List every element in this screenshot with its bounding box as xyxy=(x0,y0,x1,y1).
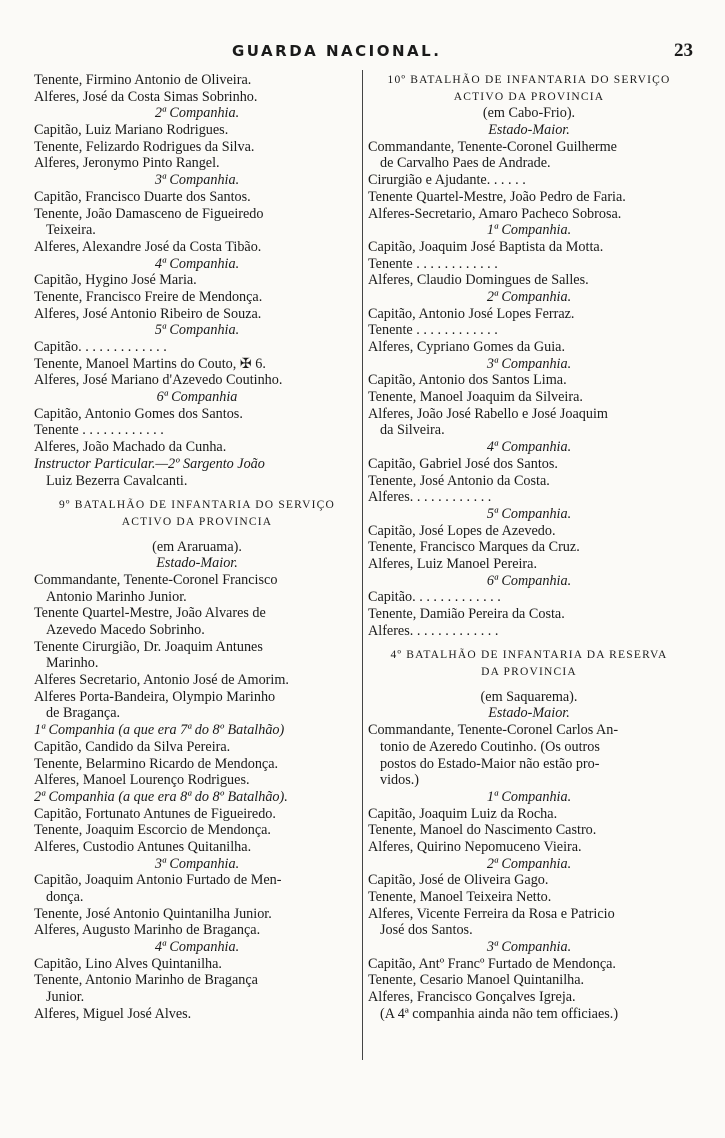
text-line: Capitão. . . . . . . . . . . . . xyxy=(368,589,501,606)
subsection-heading: 3ª Companhia. xyxy=(486,939,572,956)
text-line: Alferes, Custodio Antunes Quitanilha. xyxy=(34,838,252,855)
right-column xyxy=(368,72,690,1023)
text-line: Alferes, Alexandre José da Costa Tibão. xyxy=(34,238,262,255)
text-line: Tenente, José Antonio Quintanilha Junior. xyxy=(34,905,272,922)
text-line: Tenente, Damião Pereira da Costa. xyxy=(368,606,565,622)
subsection-heading: 1ª Companhia. xyxy=(486,222,572,239)
section-heading: DA PROVINCIA xyxy=(481,666,577,679)
text-line: de Bragança. xyxy=(46,705,121,722)
text-line: Capitão, José de Oliveira Gago. xyxy=(368,872,549,889)
text-line: Azevedo Macedo Sobrinho. xyxy=(46,622,205,638)
text-line: Capitão, Fortunato Antunes de Figueiredo. xyxy=(34,805,276,822)
text-line: Alferes, Vicente Ferreira da Rosa e Patricio xyxy=(368,905,615,922)
text-line: donça. xyxy=(46,889,84,905)
text-line: Tenente, Manoel Teixeira Netto. xyxy=(368,889,552,905)
text-line: José dos Santos. xyxy=(380,922,473,939)
text-line: 1ª Companhia (a que era 7ª do 8º Batalhão) xyxy=(34,722,285,739)
text-line: Alferes, João José Rabello e José Joaquim xyxy=(368,405,608,422)
spacer xyxy=(368,639,690,647)
subsection-heading: 3ª Companhia. xyxy=(486,355,572,372)
subsection-heading: 3ª Companhia. xyxy=(154,172,240,189)
text-line: Capitão, Antº Francº Furtado de Mendonça. xyxy=(368,955,616,972)
text-line: Luiz Bezerra Cavalcanti. xyxy=(46,472,188,489)
text-line: Capitão, Lino Alves Quintanilha. xyxy=(34,955,222,972)
location-line: (em Cabo-Frio). xyxy=(482,105,576,122)
text-line: Capitão, Joaquim José Baptista da Motta. xyxy=(368,238,604,255)
text-line: Capitão, José Lopes de Azevedo. xyxy=(368,522,556,539)
subsection-heading: 2ª Companhia. xyxy=(154,105,240,122)
subsection-heading: 2ª Companhia. xyxy=(486,855,572,872)
text-line: (A 4ª companhia ainda não tem officiaes.) xyxy=(380,1005,619,1022)
subsection-heading: 4ª Companhia. xyxy=(154,939,240,956)
text-line: Alferes, Miguel José Alves. xyxy=(34,1005,192,1022)
text-line: Tenente Quartel-Mestre, João Pedro de Faria. xyxy=(368,188,626,205)
subsection-heading: 4ª Companhia. xyxy=(154,255,240,272)
text-line: Capitão, Antonio José Lopes Ferraz. xyxy=(368,305,575,322)
column-divider xyxy=(362,70,363,1060)
text-line: Tenente, Cesario Manoel Quintanilha. xyxy=(368,972,585,989)
text-line: Junior. xyxy=(46,989,85,1006)
text-line: Alferes Porta-Bandeira, Olympio Marinho xyxy=(34,688,276,705)
text-line: Tenente, Manoel Martins do Couto, ✠ 6. xyxy=(34,355,266,372)
page-header xyxy=(0,40,725,66)
text-line: de Carvalho Paes de Andrade. xyxy=(380,155,551,172)
subsection-heading: 5ª Companhia. xyxy=(154,322,240,339)
spacer xyxy=(34,531,360,539)
text-line: Alferes, Jeronymo Pinto Rangel. xyxy=(34,155,220,172)
spacer xyxy=(368,681,690,689)
text-line: Tenente, Antonio Marinho de Bragança xyxy=(34,972,258,989)
text-line: Tenente, Belarmino Ricardo de Mendonça. xyxy=(34,755,279,772)
text-line: Tenente, José Antonio da Costa. xyxy=(368,472,550,489)
text-line: Alferes, Luiz Manoel Pereira. xyxy=(368,555,537,572)
subsection-heading: Estado-Maior. xyxy=(488,705,570,722)
subsection-heading: 6ª Companhia. xyxy=(486,572,572,589)
subsection-heading: 5ª Companhia. xyxy=(486,505,572,522)
text-line: Commandante, Tenente-Coronel Francisco xyxy=(34,571,278,588)
text-line: Tenente, Francisco Freire de Mendonça. xyxy=(34,288,263,305)
page-number: 23 xyxy=(674,40,693,61)
text-line: Capitão. . . . . . . . . . . . . xyxy=(34,339,167,355)
text-line: Instructor Particular.—2º Sargento João xyxy=(34,455,265,472)
text-line: Tenente, Joaquim Escorcio de Mendonça. xyxy=(34,822,271,839)
text-line: Alferes, Claudio Domingues de Salles. xyxy=(368,272,589,289)
subsection-heading: 6ª Companhia xyxy=(156,389,238,406)
text-line: Tenente, Manoel do Nascimento Castro. xyxy=(368,822,597,839)
text-line: Capitão, Gabriel José dos Santos. xyxy=(368,455,558,472)
text-line: Capitão, Candido da Silva Pereira. xyxy=(34,738,231,755)
text-line: Alferes, Quirino Nepomuceno Vieira. xyxy=(368,838,582,855)
text-line: Commandante, Tenente-Coronel Guilherme xyxy=(368,138,617,155)
text-line: Commandante, Tenente-Coronel Carlos An- xyxy=(368,722,619,739)
text-line: Alferes, Francisco Gonçalves Igreja. xyxy=(368,989,576,1006)
text-line: Antonio Marinho Junior. xyxy=(46,588,187,605)
section-heading: ACTIVO DA PROVINCIA xyxy=(121,515,273,528)
text-line: Capitão, Joaquim Luiz da Rocha. xyxy=(368,805,558,822)
text-line: Alferes, José Antonio Ribeiro de Souza. xyxy=(34,305,262,322)
text-line: Tenente . . . . . . . . . . . . xyxy=(34,422,164,439)
text-line: Capitão, Antonio Gomes dos Santos. xyxy=(34,405,243,422)
subsection-heading: 2ª Companhia. xyxy=(486,288,572,305)
text-line: Alferes. . . . . . . . . . . . xyxy=(368,489,492,506)
text-line: Capitão, Antonio dos Santos Lima. xyxy=(368,372,567,389)
subsection-heading: 1ª Companhia. xyxy=(486,788,572,805)
text-line: Tenente, João Damasceno de Figueiredo xyxy=(34,205,264,222)
text-line: Capitão, Hygino José Maria. xyxy=(34,272,197,289)
section-heading: 9º BATALHÃO DE INFANTARIA DO SERVIÇO xyxy=(58,499,336,512)
text-line: vidos.) xyxy=(380,772,420,789)
text-line: Alferes-Secretario, Amaro Pacheco Sobrosa. xyxy=(368,205,622,222)
section-heading: ACTIVO DA PROVINCIA xyxy=(453,90,605,103)
text-line: 2ª Companhia (a que era 8ª do 8º Batalhão). xyxy=(34,788,288,805)
text-line: Alferes, João Machado da Cunha. xyxy=(34,439,227,456)
section-heading: 4º BATALHÃO DE INFANTARIA DA RESERVA xyxy=(390,649,668,662)
text-line: Cirurgião e Ajudante. . . . . . xyxy=(368,172,526,189)
text-line: Tenente Cirurgião, Dr. Joaquim Antunes xyxy=(34,638,263,655)
text-line: da Silveira. xyxy=(380,422,445,439)
text-line: Tenente, Francisco Marques da Cruz. xyxy=(368,539,580,556)
section-heading: 10º BATALHÃO DE INFANTARIA DO SERVIÇO xyxy=(387,74,671,86)
text-line: Tenente . . . . . . . . . . . . xyxy=(368,322,498,339)
subsection-heading: Estado-Maior. xyxy=(488,122,570,139)
subsection-heading: 4ª Companhia. xyxy=(486,439,572,456)
text-line: Marinho. xyxy=(46,655,99,672)
text-line: Alferes, Manoel Lourenço Rodrigues. xyxy=(34,772,250,789)
left-column xyxy=(34,72,360,1023)
text-line: Tenente Quartel-Mestre, João Alvares de xyxy=(34,605,266,622)
location-line: (em Saquarema). xyxy=(480,688,578,705)
text-line: Alferes, Augusto Marinho de Bragança. xyxy=(34,922,261,939)
text-line: Capitão, Francisco Duarte dos Santos. xyxy=(34,188,251,205)
subsection-heading: 3ª Companhia. xyxy=(154,855,240,872)
text-line: Capitão, Luiz Mariano Rodrigues. xyxy=(34,122,229,139)
text-line: Alferes Secretario, Antonio José de Amorim. xyxy=(34,672,289,689)
spacer xyxy=(34,489,360,497)
text-line: Alferes. . . . . . . . . . . . . xyxy=(368,622,499,639)
text-line: postos do Estado-Maior não estão pro- xyxy=(380,755,600,772)
text-line: Alferes, José Mariano d'Azevedo Coutinho. xyxy=(34,372,283,389)
text-line: Tenente . . . . . . . . . . . . xyxy=(368,255,498,272)
text-line: tonio de Azeredo Coutinho. (Os outros xyxy=(380,738,600,755)
text-line: Tenente, Felizardo Rodrigues da Silva. xyxy=(34,138,255,155)
text-line: Alferes, José da Costa Simas Sobrinho. xyxy=(34,88,258,105)
location-line: (em Araruama). xyxy=(152,538,242,555)
subsection-heading: Estado-Maior. xyxy=(156,555,238,572)
text-line: Tenente, Manoel Joaquim da Silveira. xyxy=(368,389,583,406)
text-line: Teixeira. xyxy=(46,222,96,239)
text-line: Tenente, Firmino Antonio de Oliveira. xyxy=(34,72,252,88)
text-line: Alferes, Cypriano Gomes da Guia. xyxy=(368,339,565,355)
text-line: Capitão, Joaquim Antonio Furtado de Men- xyxy=(34,872,282,889)
running-title: GUARDA NACIONAL. xyxy=(232,42,442,60)
